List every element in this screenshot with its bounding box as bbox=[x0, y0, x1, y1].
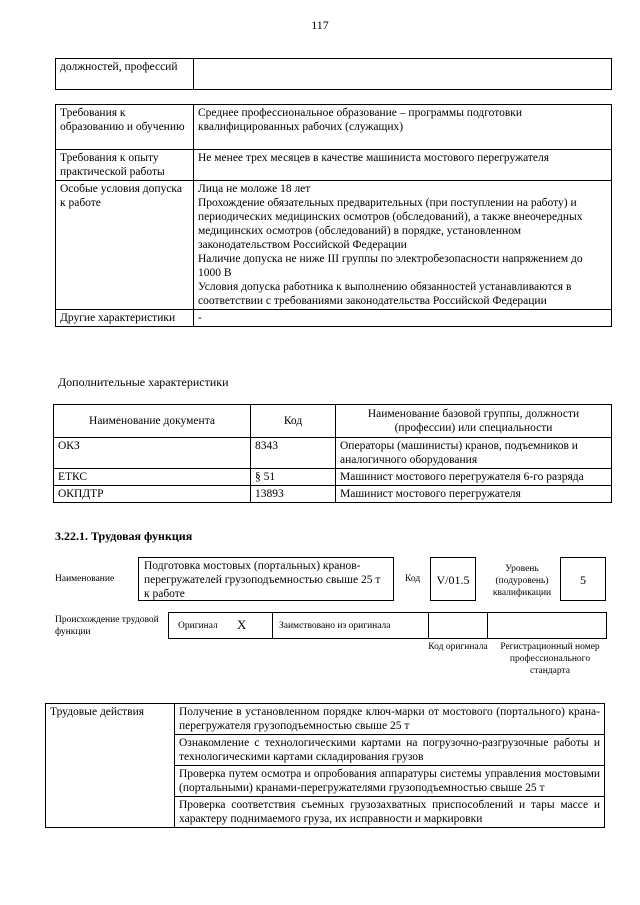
col-header: Наименование базовой группы, должности (профессии) или специальности bbox=[336, 405, 612, 438]
table-header-row bbox=[54, 405, 612, 438]
orig-code-caption: Код оригинала bbox=[428, 642, 488, 652]
req-label: Требования к опыту практической работы bbox=[56, 150, 194, 181]
table-cell: § 51 bbox=[251, 469, 336, 486]
function-heading: 3.22.1. Трудовая функция bbox=[55, 529, 193, 543]
action-item: Получение в установленном порядке ключ-марки от мостового (портального) крана-перегружателя грузоподъемностью свыше 25 т bbox=[175, 704, 605, 735]
actions-label: Трудовые действия bbox=[46, 704, 175, 828]
table-cell: Машинист мостового перегружателя bbox=[336, 486, 612, 503]
level-value: 5 bbox=[560, 557, 606, 601]
table-cell: Машинист мостового перегружателя 6-го разряда bbox=[336, 469, 612, 486]
occupations-value bbox=[194, 59, 612, 90]
reg-number-caption: Регистрационный номер профессионального стандарта bbox=[500, 642, 600, 676]
occupations-table bbox=[55, 58, 612, 90]
table-cell: 13893 bbox=[251, 486, 336, 503]
additional-caption: Дополнительные характеристики bbox=[58, 375, 229, 389]
origin-divider bbox=[428, 612, 488, 639]
table-cell: ОКПДТР bbox=[54, 486, 251, 503]
req-line: Лица не моложе 18 лет bbox=[198, 183, 311, 195]
req-value: Среднее профессиональное образование – программы подготовки квалифицированных рабочих (служащих) bbox=[194, 105, 612, 150]
table-cell: Операторы (машинисты) кранов, подъемников и аналогичного оборудования bbox=[336, 438, 612, 469]
table-cell: ОКЗ bbox=[54, 438, 251, 469]
function-code: V/01.5 bbox=[430, 557, 476, 601]
table-row bbox=[46, 704, 605, 735]
table-row bbox=[54, 486, 612, 503]
original-mark: X bbox=[237, 617, 247, 632]
req-line: Прохождение обязательных предварительных (при поступлении на работу) и периодических медицинских осмотров (обследований), а также внеочередных медицинских осмотров (обследований) в порядке, установленном законодательством Российской Федерации bbox=[198, 197, 583, 251]
table-row bbox=[56, 181, 612, 310]
req-value: - bbox=[194, 310, 612, 327]
action-item: Проверка путем осмотра и опробования аппаратуры системы управления мостовыми (портальными) кранами-перегружателями грузоподъемностью свыше 25 т bbox=[175, 766, 605, 797]
table-row bbox=[56, 150, 612, 181]
page-number: 117 bbox=[311, 18, 329, 32]
req-label: Особые условия допуска к работе bbox=[56, 181, 194, 310]
table-cell: 8343 bbox=[251, 438, 336, 469]
req-label: Требования к образованию и обучению bbox=[56, 105, 194, 150]
req-line: Наличие допуска не ниже III группы по электробезопасности напряжением до 1000 В bbox=[198, 253, 583, 279]
name-label: Наименование bbox=[55, 574, 115, 584]
labor-actions-table bbox=[45, 703, 605, 828]
borrowed-label: Заимствовано из оригинала bbox=[279, 621, 391, 631]
col-header: Наименование документа bbox=[54, 405, 251, 438]
req-label: Другие характеристики bbox=[56, 310, 194, 327]
col-header: Код bbox=[251, 405, 336, 438]
action-item: Ознакомление с технологическими картами на погрузочно-разгрузочные работы и технологическими картами складирования грузов bbox=[175, 735, 605, 766]
req-line: Условия допуска работника к выполнению обязанностей устанавливаются в соответствии с требованиями законодательства Российской Федерации bbox=[198, 281, 572, 307]
level-label: Уровень (подуровень) квалификации bbox=[492, 564, 552, 598]
function-name: Подготовка мостовых (портальных) кранов-перегружателей грузоподъемностью свыше 25 т к работе bbox=[138, 557, 394, 601]
occupations-label: должностей, профессий bbox=[56, 59, 194, 90]
action-item: Проверка соответствия съемных грузозахватных приспособлений и тары массе и характеру поднимаемого груза, их исправности и маркировки bbox=[175, 797, 605, 828]
additional-table bbox=[53, 404, 612, 503]
table-row bbox=[56, 310, 612, 327]
table-cell: ЕТКС bbox=[54, 469, 251, 486]
table-row bbox=[54, 469, 612, 486]
table-row bbox=[54, 438, 612, 469]
table-row bbox=[56, 105, 612, 150]
req-value bbox=[194, 181, 612, 310]
original-label: Оригинал bbox=[178, 621, 218, 631]
code-label: Код bbox=[405, 574, 421, 584]
requirements-table bbox=[55, 104, 612, 327]
origin-label: Происхождение трудовой функции bbox=[55, 615, 159, 637]
req-value: Не менее трех месяцев в качестве машиниста мостового перегружателя bbox=[194, 150, 612, 181]
